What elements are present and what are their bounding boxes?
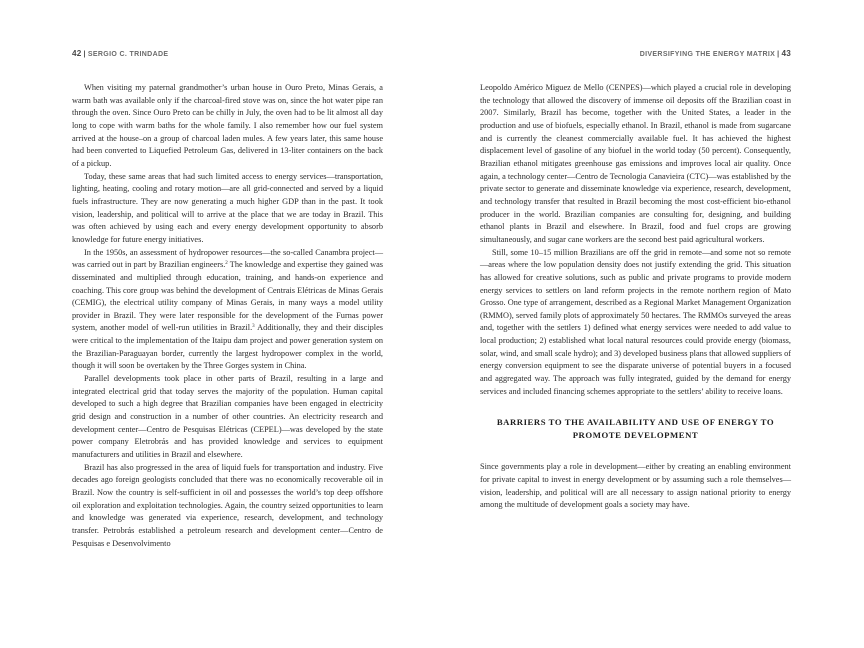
left-body-text: [72, 82, 383, 550]
section-heading: BARRIERS TO THE AVAILABILITY AND USE OF ENERGY TO PROMOTE DEVELOPMENT: [496, 417, 775, 440]
right-body-text: [480, 82, 791, 512]
right-page-number: 43: [781, 49, 791, 58]
left-paragraph-5: Brazil has also progressed in the area of liquid fuels for transportation and industry. Five decades ago foreign geologists concluded that there was no economically recoverable oil in Brazil. Now the country is self-sufficient in oil and possesses the world’s top deep offshore oil exploration and exploitation technologies. Again, the country seized opportunities to learn and knowledge was generated via experience, research, development, and technology transfer. Petrobrás established a petroleum research and development center—Centro de Pesquisas e Desenvolvimento: [72, 462, 383, 548]
right-running-title: DIVERSIFYING THE ENERGY MATRIX: [639, 51, 776, 58]
paragraph-3-text-c: Additionally, they and their disciples were critical to the implementation of the Itaipu dam project and power generation system on the Brazilian-Paraguayan border, currently the largest hydropower complex in the world, though it will soon be overtaken by the Three Gorges system in China.: [72, 323, 383, 371]
left-paragraph-4: Parallel developments took place in other parts of Brazil, resulting in a large and integrated electrical grid that today serves the majority of the population. Human capital developed to such a high degree that Brazilian companies have been engaged in electricity grid design and construction in a number of other countries. An electricity research and development center—Centro de Pesquisas Elétricas (CEPEL)—was developed by the state power company Eletrobrás and has provided knowledge and services to equipment manufacturers and utilities in Brazil and elsewhere.: [72, 374, 383, 460]
paragraph-3-text-b: The knowledge and expertise they gained was disseminated and multiplied through education, training, and hands-on experience and coaching. This core group was behind the development of Centrais Elétricas de Minas Gerais (CEMIG), the electrical utility company of Minas Gerais, in many ways a model utility provider in Brazil. They were later responsible for the development of the Furnas power system, another model of well-run utilities in Brazil.: [72, 260, 383, 333]
right-page: [432, 0, 864, 648]
left-paragraph-3: [72, 247, 383, 374]
left-running-title: SERGIO C. TRINDADE: [87, 51, 169, 58]
left-head-separator: |: [83, 51, 86, 58]
left-paragraph-1: When visiting my paternal grandmother’s urban house in Ouro Preto, Minas Gerais, a warm bath was available only if the charcoal-fired stove was on, since the hot water pipe ran through the oven. Since Ouro Preto can be chilly in July, the oven had to be lit almost all day long to cope with warm baths for the whole family. I also remember how our fuel system arrived at the house–on a group of charcoal laden mules. A few years later, this same house had been converted to Liquefied Petroleum Gas, delivered in 13-liter containers on the back of a pickup.: [72, 83, 383, 168]
footnote-marker-3: 3: [252, 324, 255, 330]
right-paragraph-3: Since governments play a role in development—either by creating an enabling environment for private capital to invest in energy development or by assuming such a role themselves—vision, leadership, and political will are all necessary to assign national priority to energy among the multitude of development goals a society may have.: [480, 462, 791, 510]
left-paragraph-2: Today, these same areas that had such limited access to energy services—transportation, lighting, heating, cooling and rotary motion—are all grid-connected and served by a liquid fuels infrastructure. They are now generating a much higher GDP than in the past. It took vision, leadership, and political will to arrive at the place that we are today in Brazil. This was often achieved by using each and every energy development opportunity to absorb knowledge for future energy initiatives.: [72, 171, 383, 244]
right-running-head: [640, 49, 791, 58]
left-running-head: [72, 49, 168, 58]
right-head-separator: |: [777, 51, 780, 58]
footnote-marker-2: 2: [225, 261, 228, 267]
left-page-number: 42: [72, 49, 82, 58]
right-paragraph-1: Leopoldo Américo Miguez de Mello (CENPES)—which played a crucial role in developing the technology that allowed the discovery of immense oil deposits off the Brazilian coast in 2007. Similarly, Brazil has become, together with the United States, a leader in the production and use of biofuels, especially ethanol. In Brazil, ethanol is made from sugarcane and is currently the cleanest commercially available fuel. It has achieved the highest displacement level of gasoline of any biofuel in the world today (50 percent). Consequently, Brazilian ethanol mitigates greenhouse gas emissions and improves local air quality. Once again, a technology center—Centro de Tecnologia Canavieira (CTC)—was established by the private sector to generate and disseminate knowledge via experience, research, development, and technology transfer that resulted in Brazil becoming the most cost-efficient bio-ethanol producer in the world. Brazilian companies are consulting for, designing, and building ethanol plants in Brazil and elsewhere. In Brazil, food and fuel crops are growing simultaneously, and sugar cane workers are the second best paid agricultural workers.: [480, 83, 791, 244]
right-paragraph-2: Still, some 10–15 million Brazilians are off the grid in remote—and some not so remote—areas where the low population density does not justify extending the grid. This situation has allowed for creative solutions, such as public and private programs to provide modern energy services to settlers on land reform projects in the remote northern region of Mato Grosso. One type of arrangement, described as a Regional Market Management Organization (RMMO), served family plots of approximately 50 hectares. The RMMOs surveyed the areas and, together with the settlers 1) defined what energy services were needed to add value to local production; 2) established what local natural resources could provide energy (biomass, solar, wind, and small scale hydro); and 3) developed business plans that allowed suppliers of energy conversion equipment to see the disparate universe of potential buyers in a focused and aggregated way. The approach was fully integrated, guided by the demand for energy services and included financing schemes appropriate to the settlers’ ability to receive loans.: [480, 247, 791, 396]
paragraph-3-text-a: In the 1950s, an assessment of hydropower resources—the so-called Canambra project—was carried out in part by Brazilian engineers.: [72, 247, 383, 270]
